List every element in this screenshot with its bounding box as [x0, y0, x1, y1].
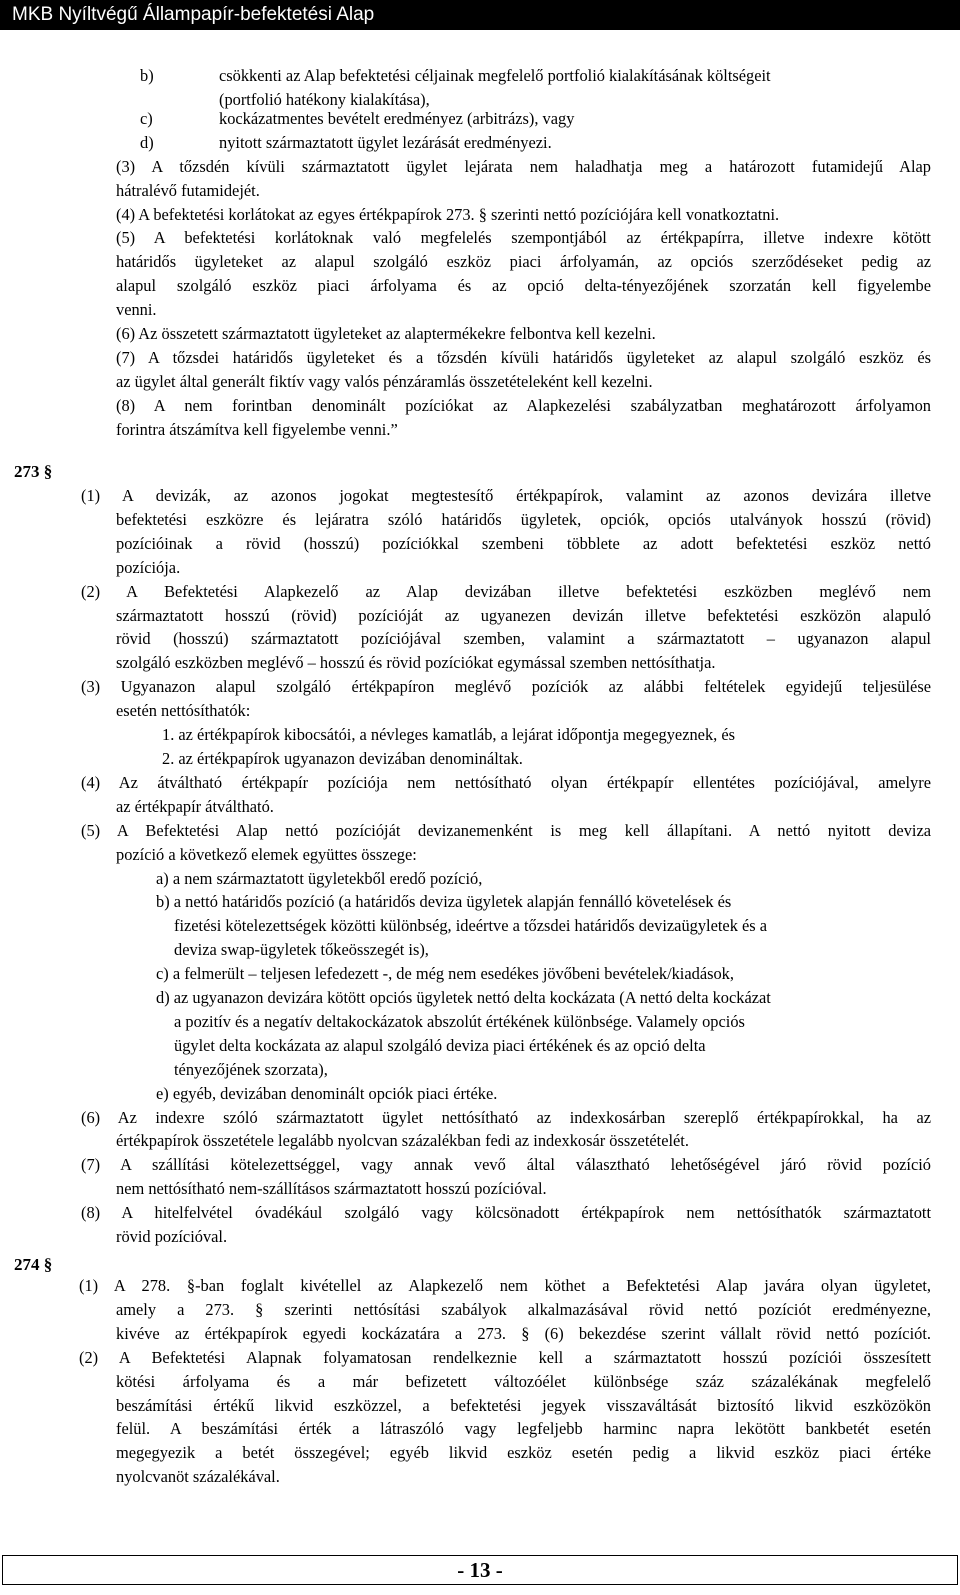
list-item-text: kockázatmentes bevételt eredményez (arbitrázs), vagy	[219, 109, 575, 128]
list-item: 1. az értékpapírok kibocsátói, a névleges kamatláb, a lejárat időpontja megegyeznek, és	[162, 725, 735, 745]
paragraph-line: az értékpapír átváltható.	[116, 796, 274, 816]
paragraph-line: (4) A befektetési korlátokat az egyes értékpapírok 273. § szerinti nettó pozíciójára kell vonatkoztatni.	[116, 205, 780, 224]
list-item-text: nyitott származtatott ügylet lezárását eredményezi.	[219, 133, 552, 152]
section-274-body	[0, 1274, 960, 1489]
paragraph-line: az ügylet által generált fiktív vagy valós pénzáramlás összetételeként kell kezelni.	[116, 371, 653, 391]
paragraph-line: amely a 273. § szerinti nettósítási szabályok alkalmazásával rövid nettó pozíciót eredményezne,	[116, 1299, 931, 1319]
paragraph-line: szolgáló eszközben meglévő – hosszú és rövid pozíciókat egymással szemben nettósíthatja.	[116, 653, 716, 673]
paragraph-line: (3) A tőzsdén kívüli származtatott ügylet lejárata nem haladhatja meg a határozott futamidejű Alap	[116, 157, 931, 176]
paragraph-line: (1) A 278. §-ban foglalt kivétellel az Alapkezelő nem köthet a Befektetési Alap javára olyan ügyletet,	[79, 1276, 931, 1295]
list-item-text: csökkenti az Alap befektetési céljainak megfelelő portfolió kialakításának költségeit	[219, 66, 771, 85]
list-item: c) a felmerült – teljesen lefedezett -, de még nem esedékes jövőbeni bevételek/kiadások,	[156, 964, 734, 984]
paragraph-3	[116, 155, 931, 203]
list-item: b) a nettó határidős pozíció (a határidős deviza ügyletek alapján fennálló követelések és	[156, 892, 732, 912]
paragraph-line: esetén nettósíthatók:	[116, 701, 251, 721]
paragraph-line: (5) A befektetési korlátoknak való megfelelés szempontjából az értékpapírra, illetve indexre kötött	[116, 228, 931, 247]
paragraph-line: határidős ügyleteket az alapul szolgáló eszköz piaci árfolyamán, az opciós szerződéseket pedig az	[116, 251, 931, 271]
paragraph-line: pozíció a következő elemek együttes összege:	[116, 844, 417, 864]
paragraph-7	[116, 346, 931, 394]
paragraph-line: hátralévő futamidejét.	[116, 180, 260, 200]
list-item-continuation: fizetési kötelezettségek közötti különbség, ideértve a tőzsdei határidős devizaügyletek és a	[174, 916, 768, 936]
paragraph-line: (2) A Befektetési Alapkezelő az Alap devizában illetve befektetési eszközben meglévő nem	[81, 581, 931, 601]
paragraph-line: (2) A Befektetési Alapnak folyamatosan rendelkeznie kell a származtatott hosszú pozíciói összesített	[79, 1347, 931, 1367]
paragraph-line: venni.	[116, 299, 157, 319]
paragraph-line: kivéve az értékpapírok egyedi kockázatára a 273. § (6) bekezdése szerint vállalt rövid nettó pozíciót.	[116, 1323, 931, 1343]
paragraph-line: (7) A tőzsdei határidős ügyleteket és a tőzsdén kívüli határidős ügyleteket az alapul szolgáló eszköz és	[116, 348, 931, 367]
section-273-body	[0, 484, 960, 1249]
paragraph-line: (5) A Befektetési Alap nettó pozícióját devizanemenként is meg kell állapítani. A nettó nyitott deviza	[81, 820, 931, 840]
paragraph-line: (3) Ugyanazon alapul szolgáló értékpapíron meglévő pozíciók az alábbi feltételek egyidejű teljesülése	[81, 677, 931, 697]
document-header: MKB Nyíltvégű Állampapír-befektetési Alap	[0, 0, 960, 30]
paragraph-6	[116, 322, 931, 346]
paragraph-line: pozícióinak a rövid (hosszú) pozíciókkal szembeni többlete az adott befektetési eszköz nettó	[116, 533, 931, 553]
list-item-label: c)	[140, 109, 153, 128]
paragraph-line: (7) A szállítási kötelezettséggel, vagy annak vevő által választható lehetőségével járó rövid pozíció	[81, 1155, 931, 1175]
section-number-273: 273 §	[14, 462, 53, 481]
list-item-label: d)	[140, 133, 154, 152]
page-number: - 13 -	[2, 1555, 958, 1585]
section-number-274: 274 §	[14, 1255, 53, 1274]
paragraph-line: értékpapírok összetétele legalább nyolcvan százalékban fedi az indexkosár összetételét.	[116, 1131, 689, 1151]
paragraph-line: (8) A nem forintban denominált pozíciókat az Alapkezelési szabályzatban meghatározott árfolyamon	[116, 396, 931, 415]
list-item-continuation: a pozitív és a negatív deltakockázatok abszolút értékének különbsége. Valamely opciós	[174, 1011, 745, 1031]
paragraph-line: (4) Az átváltható értékpapír pozíciója nem nettósítható olyan értékpapír ellentétes pozíciójával, amelyre	[81, 772, 931, 792]
paragraph-5	[116, 226, 931, 322]
paragraph-line: befektetési eszközre és lejáratra szóló határidős ügyletek, opciók, opciós utalványok hosszú (rövid)	[116, 509, 931, 529]
paragraph-8	[116, 394, 931, 442]
paragraph-line: (6) Az indexre szóló származtatott ügylet nettósítható az indexkosárban szereplő értékpapírokkal, ha az	[81, 1107, 931, 1127]
paragraph-line: (8) A hitelfelvétel óvadékául szolgáló vagy kölcsönadott értékpapírok nem nettósíthatók származtatott	[81, 1203, 931, 1223]
paragraph-line: megegyezik a betét összegével; egyéb likvid eszköz esetén pedig a likvid eszköz piaci értéke	[116, 1443, 931, 1463]
list-item: a) a nem származtatott ügyletekből eredő pozíció,	[156, 868, 483, 888]
paragraph-4	[116, 203, 931, 227]
paragraph-line: nyolcvanöt százalékával.	[116, 1467, 280, 1487]
list-item-label: b)	[140, 66, 154, 85]
list-item-continuation: deviza swap-ügyletek tőkeösszegét is),	[174, 940, 429, 960]
paragraph-line: kötési árfolyama és a már befizetett változóélet különbsége száz százalékának megfelelő	[116, 1371, 931, 1391]
paragraph-line: felül. A beszámítási érték a látraszóló vagy legfeljebb harminc napra lekötött bankbetét esetén	[116, 1419, 931, 1439]
list-item-continuation: tényezőjének szorzata),	[174, 1059, 328, 1079]
paragraph-line: beszámítási értékű likvid eszközzel, a befektetési jegyek visszaváltását biztosító likvid eszközökön	[116, 1395, 931, 1415]
paragraph-line: (1) A devizák, az azonos jogokat megtestesítő értékpapírok, valamint az azonos devizára illetve	[81, 486, 931, 505]
paragraph-line: rövid (hosszú) származtatott pozíciójával szemben, valamint a származtatott – ugyanazon alapul	[116, 629, 931, 649]
paragraph-line: (6) Az összetett származtatott ügyleteket az alaptermékekre felbontva kell kezelni.	[116, 324, 656, 343]
paragraph-line: származtatott hosszú (rövid) pozícióját az ugyanezen devizán illetve befektetési eszközön alapuló	[116, 605, 931, 625]
list-item-text: (portfolió hatékony kialakítása),	[219, 89, 430, 109]
paragraph-line: pozíciója.	[116, 557, 181, 577]
list-item-continuation: ügylet delta kockázata az alapul szolgáló deviza piaci értékének és az opció delta	[174, 1035, 706, 1055]
paragraph-line: rövid pozícióval.	[116, 1227, 228, 1247]
list-item: d) az ugyanazon devizára kötött opciós ügyletek nettó delta kockázata (A nettó delta kockázat	[156, 988, 771, 1008]
list-item: 2. az értékpapírok ugyanazon devizában denomináltak.	[162, 748, 523, 768]
paragraph-line: alapul szolgáló eszköz piaci árfolyama és az opció delta-tényezőjének szorzatán kell figyelembe	[116, 275, 931, 295]
paragraph-line: forintra átszámítva kell figyelembe venni.”	[116, 419, 398, 439]
paragraph-line: nem nettósítható nem-szállításos származtatott hosszú pozícióval.	[116, 1179, 547, 1199]
list-item: e) egyéb, devizában denominált opciók piaci értéke.	[156, 1083, 498, 1103]
